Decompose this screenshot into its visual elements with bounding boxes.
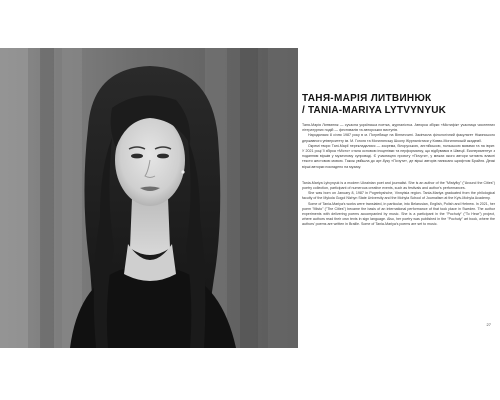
portrait-image bbox=[0, 48, 298, 348]
author-name-ukrainian: ТАНЯ-МАРІЯ ЛИТВИНЮК bbox=[302, 93, 432, 104]
portrait-photo bbox=[0, 48, 298, 348]
page-number: 27 bbox=[486, 322, 491, 327]
bio-paragraph-uk-3: Окремі твори Тані-Марії перекладалися — зокрема, білоруською, англійською, польською мовами та на іврит. У 2021 році її збірка «Місто» стала основою інсценівки та перформансу, що відбувався в Швеції. Експериментує з поданням віршів у музичному супроводі. Є учасницею проєкту «Почути», у межах якого автори читають власні тексти жестовою мовою. Також увійшла до арт-буку «Почути», де вірші авторів написано шрифтом Брайля. Деякі вірші авторки покладено на музику. bbox=[302, 143, 495, 169]
bio-paragraph-en-3: Some of Tania-Mariya's works were translated, in particular, into Belarusian, English, Polish and Hebrew. In 2021, her poem "Misto" ("The Cities") became the basis of an international performance of that took place in Sweden. The author experiments with delivering poems accompanied by music. She is a participant in the "Pochuty" ("To Hear") project, where authors read their own texts in sign language. Also, her poetry was published in the "Pochuty" art book, where the authors' poems are written in Braille. Some of Tania-Mariya's poems are set to music. bbox=[302, 201, 495, 227]
biography-english bbox=[302, 181, 495, 228]
biography-column bbox=[302, 93, 495, 228]
bio-paragraph-en-2: She was born on January 8, 1987 in Pogrebyshche, Vinnytsia region. Tania-Mariya graduated from the philological faculty of the Mykola Gogol Nizhyn State University and the Mohyla School of Journalism at the Kyiv-Mohyla Academy. bbox=[302, 191, 495, 201]
bio-paragraph-en-1: Tania-Mariya Lytvynyuk is a modern Ukrainian poet and journalist. She is an author of the "Mistyfky" ("Around the Cities") poetry collection, participant of numerous creative events, such as festivals and author's performances. bbox=[302, 180, 495, 191]
bio-paragraph-uk-1: Таня-Марія Литвинюк — сучасна українська поетка, журналістка. Авторка збірки «Містифік» учасниця численних літературних подій — фестивалів та авторських виступів. bbox=[302, 123, 495, 133]
author-name-english: / TANIA-MARIYA LYTVYNYUK bbox=[302, 105, 447, 116]
biography-ukrainian bbox=[302, 123, 495, 170]
bio-paragraph-uk-2: Народилася 8 січня 1987 року в м. Погребище на Вінниччині. Закінчила філологічний факультет Ніжинського державного університету ім. М. Гоголя та Могилянську Школу Журналістики у Києво-Могилянській академії. bbox=[302, 133, 495, 143]
